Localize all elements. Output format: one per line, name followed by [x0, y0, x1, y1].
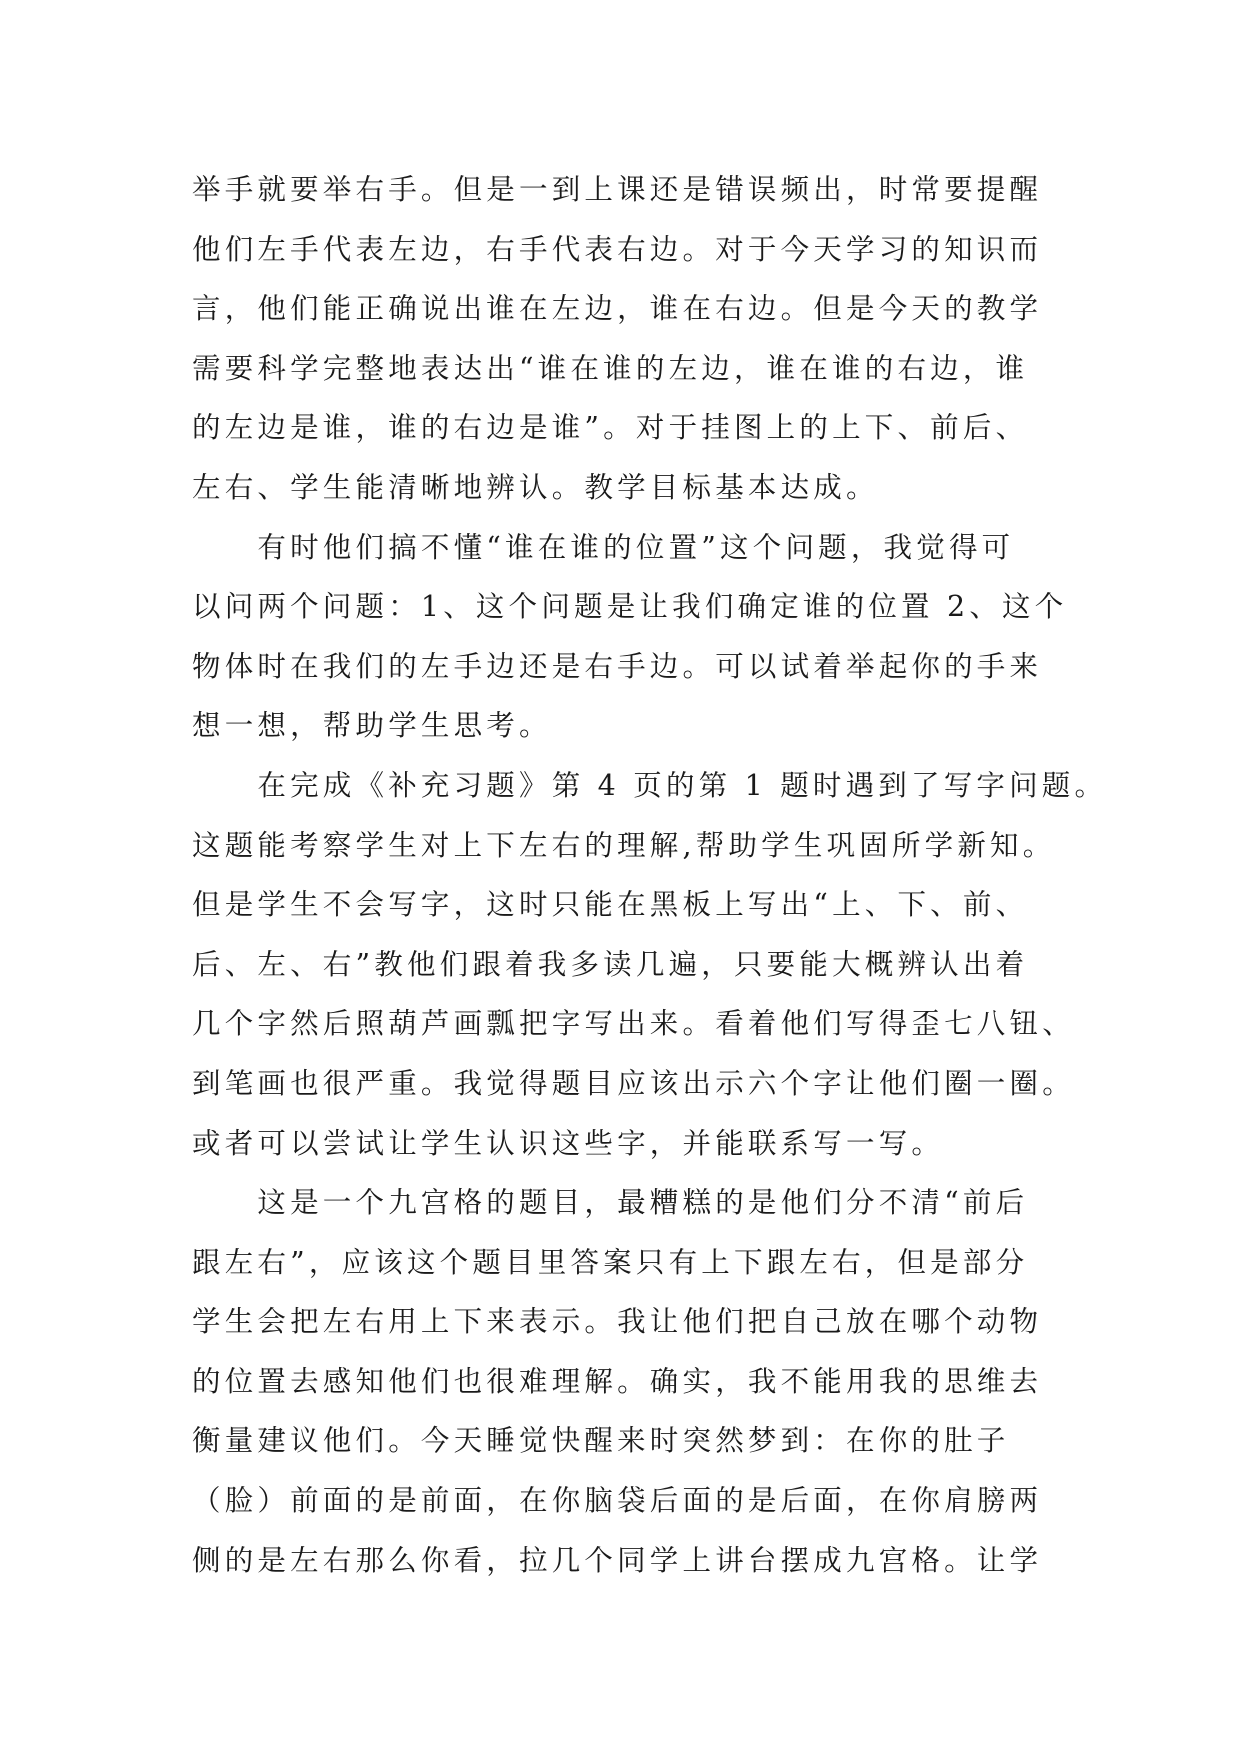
text-line: 到笔画也很严重。我觉得题目应该出示六个字让他们圈一圈。 [192, 1066, 1075, 1100]
text-line: （脸）前面的是前面，在你脑袋后面的是后面，在你肩膀两 [192, 1484, 1043, 1518]
text-line: 他们左手代表左边，右手代表右边。对于今天学习的知识而 [192, 232, 1043, 266]
text-line: 在完成《补充习题》第 4 页的第 1 题时遇到了写字问题。 [192, 768, 1108, 802]
text-line: 侧的是左右那么你看，拉几个同学上讲台摆成九宫格。让学 [192, 1543, 1043, 1577]
text-line: 举手就要举右手。但是一到上课还是错误频出，时常要提醒 [192, 173, 1043, 206]
text-line: 后、左、右”教他们跟着我多读几遍，只要能大概辨认出着 [192, 947, 1029, 981]
text-line: 但是学生不会写字，这时只能在黑板上写出“上、下、前、 [192, 888, 1029, 922]
text-line: 需要科学完整地表达出“谁在谁的左边，谁在谁的右边，谁 [192, 351, 1029, 385]
text-line: 以问两个问题：1、这个问题是让我们确定谁的位置 2、这个 [192, 590, 1068, 624]
body-text [192, 160, 1108, 1590]
text-line: 这题能考察学生对上下左右的理解,帮助学生巩固所学新知。 [192, 828, 1056, 862]
text-line: 物体时在我们的左手边还是右手边。可以试着举起你的手来 [192, 649, 1043, 683]
text-line: 衡量建议他们。今天睡觉快醒来时突然梦到：在你的肚子 [192, 1424, 1010, 1458]
text-line: 跟左右”，应该这个题目里答案只有上下跟左右，但是部分 [192, 1245, 1029, 1279]
text-line: 学生会把左右用上下来表示。我让他们把自己放在哪个动物 [192, 1305, 1043, 1339]
text-line: 想一想，帮助学生思考。 [192, 709, 552, 743]
text-line: 有时他们搞不懂“谁在谁的位置”这个问题，我觉得可 [192, 530, 1015, 564]
text-line: 言，他们能正确说出谁在左边，谁在右边。但是今天的教学 [192, 292, 1043, 326]
text-line: 几个字然后照葫芦画瓢把字写出来。看着他们写得歪七八钮、 [192, 1007, 1075, 1041]
text-line: 这是一个九宫格的题目，最糟糕的是他们分不清“前后 [192, 1186, 1029, 1220]
text-line: 左右、学生能清晰地辨认。教学目标基本达成。 [192, 470, 879, 504]
text-line: 或者可以尝试让学生认识这些字，并能联系写一写。 [192, 1126, 945, 1160]
text-line: 的左边是谁，谁的右边是谁”。对于挂图上的上下、前后、 [192, 411, 1029, 445]
text-line: 的位置去感知他们也很难理解。确实，我不能用我的思维去 [192, 1364, 1043, 1398]
